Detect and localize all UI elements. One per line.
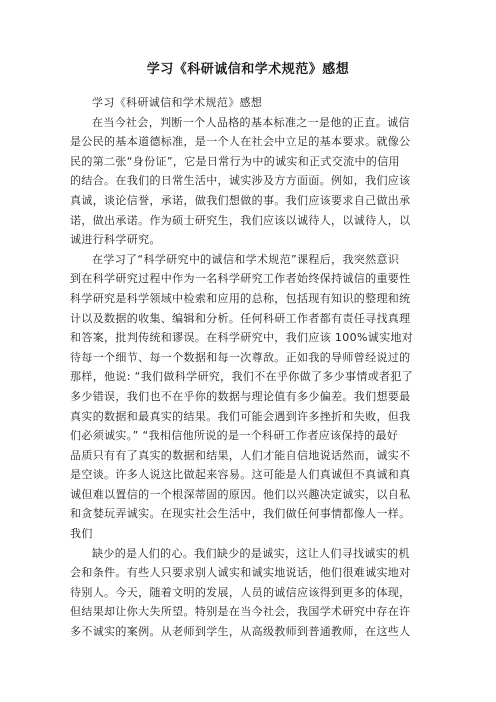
paragraph-line: 我们	[70, 527, 93, 541]
paragraph-line: 的结合。在我们的日常生活中，诚实涉及方方面面。例如，我们应该	[70, 174, 411, 188]
paragraph-line: 缺少的是人们的心。我们缺少的是诚实，这让人们寻找诚实的机	[92, 546, 410, 560]
paragraph-line: 诺，做出承诺。作为硕士研究生，我们应该以诚待人，以诚待人，以	[70, 213, 411, 227]
paragraph-line: 诚但难以置信的一个根深蒂固的原因。他们以兴趣决定诚实，以自私	[70, 487, 411, 501]
paragraph-line: 品质只有有了真实的数据和结果，人们才能自信地说话然而，诚实不	[70, 448, 411, 462]
paragraph-line: 是公民的基本道德标准，是一个人在社会中立足的基本要求。就像公	[70, 135, 411, 149]
paragraph-line: 在当今社会，判断一个人品格的基本标准之一是他的正直。诚信	[92, 115, 410, 129]
paragraph-line: 民的第二张“身份证”，它是日常行为中的诚实和正式交流中的信用	[70, 154, 400, 168]
paragraph-line: 多少错误，我们也不在乎你的数据与理论值有多少偏差。我们想要最	[70, 389, 411, 403]
paragraph-line: 科学研究是科学领域中检索和应用的总称，包括现有知识的整理和统	[70, 291, 411, 305]
paragraph-line: 计以及数据的收集、编辑和分析。任何科研工作者都有责任寻找真理	[70, 311, 411, 325]
paragraph-line: 诚进行科学研究。	[70, 233, 161, 247]
paragraph-line: 到在科学研究过程中作为一名科学研究工作者始终保持诚信的重要性	[70, 272, 411, 286]
paragraph-line: 是空谈。许多人说这比做起来容易。这可能是人们真诚但不真诚和真	[70, 468, 411, 482]
paragraph-line: 多不诚实的案例。从老师到学生，从高级教师到普通教师，在这些人	[70, 625, 411, 639]
paragraph-line: 会和条件。有些人只要求别人诚实和诚实地说话，他们很难诚实地对	[70, 566, 411, 580]
paragraph-line: 真诚，谈论信誉，承诺，做我们想做的事。我们应该要求自己做出承	[70, 193, 411, 207]
paragraph-line: 和贪婪玩弄诚实。在现实社会生活中，我们做任何事情都像人一样。	[70, 507, 411, 521]
paragraph-line: 在学习了“科学研究中的诚信和学术规范”课程后，我突然意识	[92, 252, 400, 266]
paragraph-line: 和答案，批判传统和谬误。在科学研究中，我们应该 100%诚实地对	[70, 331, 414, 345]
document-body	[70, 93, 435, 642]
paragraph-line: 待每一个细节、每一个数据和每一次尊敌。正如我的导师曾经说过的	[70, 350, 411, 364]
document-subtitle: 学习《科研诚信和学术规范》感想	[92, 96, 263, 109]
document-title: 学习《科研诚信和学术规范》感想	[146, 62, 350, 77]
paragraph-line: 那样，他说: “我们做科学研究，我们不在乎你做了多少事情或者犯了	[70, 370, 414, 384]
paragraph-line: 待别人。今天，随着文明的发展，人员的诚信应该得到更多的体现，	[70, 585, 411, 599]
paragraph-line: 但结果却让你大失所望。特别是在当今社会，我国学术研究中存在许	[70, 605, 411, 619]
paragraph-line: 真实的数据和最真实的结果。我们可能会遇到许多挫折和失败，但我	[70, 409, 411, 423]
paragraph-line: 们必须诚实。” “我相信他所说的是一个科研工作者应该保持的最好	[70, 429, 399, 443]
